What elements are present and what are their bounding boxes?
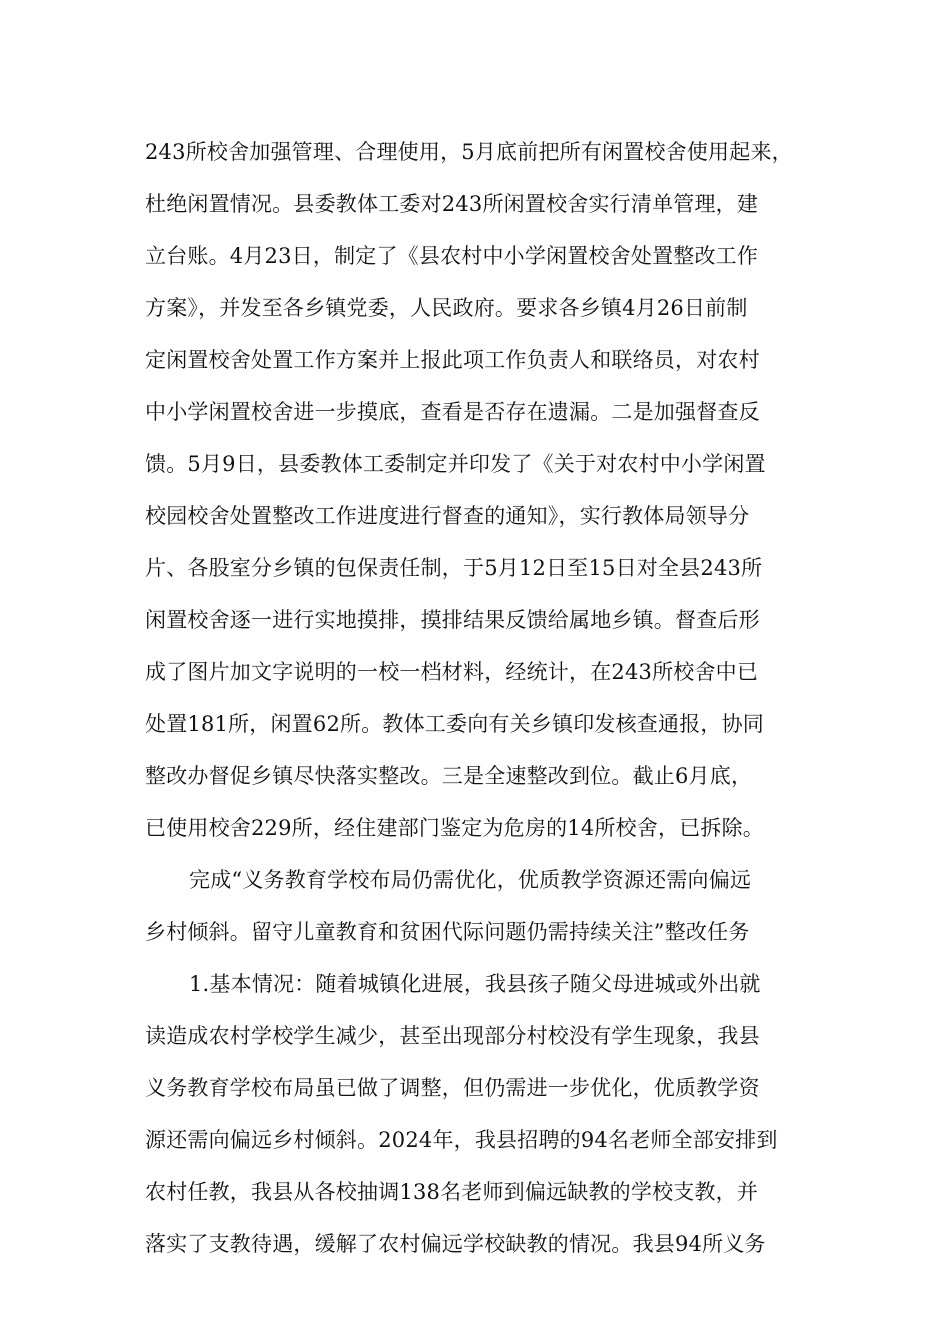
text-line: 读造成农村学校学生减少，甚至出现部分村校没有学生现象，我县	[145, 1024, 760, 1048]
text-line: 定闲置校舍处置工作方案并上报此项工作负责人和联络员，对农村	[145, 348, 760, 372]
text-line: 方案》，并发至各乡镇党委，人民政府。要求各乡镇4月26日前制	[145, 296, 748, 320]
text-line: 成了图片加文字说明的一校一档材料，经统计，在243所校舍中已	[145, 660, 759, 684]
text-line: 立台账。4月23日，制定了《县农村中小学闲置校舍处置整改工作	[145, 244, 759, 268]
text-line: 片、各股室分乡镇的包保责任制，于5月12日至15日对全县243所	[145, 556, 763, 580]
section-start-line: 1.基本情况：随着城镇化进展，我县孩子随父母进城或外出就	[189, 972, 761, 996]
text-line: 义务教育学校布局虽已做了调整，但仍需进一步优化，优质教学资	[145, 1076, 760, 1100]
text-line: 源还需向偏远乡村倾斜。2024年，我县招聘的94名老师全部安排到	[145, 1128, 778, 1152]
text-line: 校园校舍处置整改工作进度进行督查的通知》，实行教体局领导分	[145, 504, 750, 528]
text-line: 整改办督促乡镇尽快落实整改。三是全速整改到位。截止6月底，	[145, 764, 753, 788]
text-line: 处置181所，闲置62所。教体工委向有关乡镇印发核查通报，协同	[145, 712, 765, 736]
text-line: 落实了支教待遇，缓解了农村偏远学校缺教的情况。我县94所义务	[145, 1232, 766, 1256]
text-line: 243所校舍加强管理、合理使用，5月底前把所有闲置校舍使用起来，	[145, 140, 793, 164]
text-line: 闲置校舍逐一进行实地摸排，摸排结果反馈给属地乡镇。督查后形	[145, 608, 760, 632]
document-body	[145, 126, 815, 1270]
paragraph-heading-line: 完成“义务教育学校布局仍需优化，优质教学资源还需向偏远	[189, 868, 752, 892]
text-line: 杜绝闲置情况。县委教体工委对243所闲置校舍实行清单管理，建	[145, 192, 759, 216]
text-line: 中小学闲置校舍进一步摸底，查看是否存在遗漏。二是加强督查反	[145, 400, 760, 424]
text-line: 馈。5月9日，县委教体工委制定并印发了《关于对农村中小学闲置	[145, 452, 766, 476]
text-line: 已使用校舍229所，经住建部门鉴定为危房的14所校舍，已拆除。	[145, 816, 765, 840]
text-line: 农村任教，我县从各校抽调138名老师到偏远缺教的学校支教，并	[145, 1180, 759, 1204]
paragraph-heading-line: 乡村倾斜。留守儿童教育和贫困代际问题仍需持续关注”整改任务	[145, 920, 750, 944]
